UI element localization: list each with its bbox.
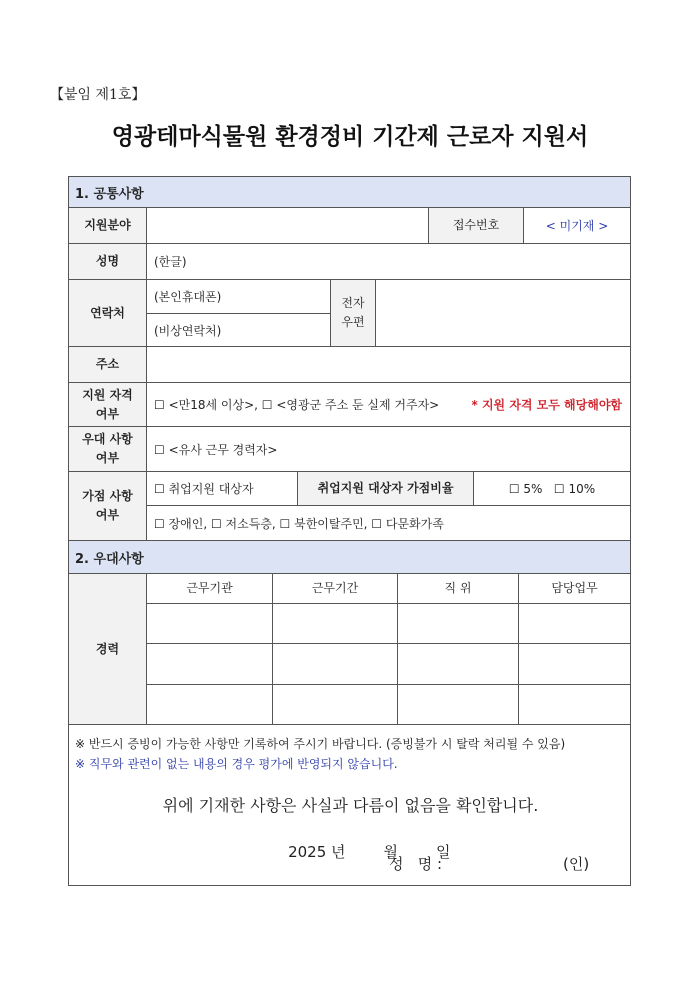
career-cell[interactable]	[272, 603, 398, 644]
career-label: 경력	[68, 573, 147, 725]
qualification-checkboxes[interactable]: ☐ <만18세 이상>, ☐ <영광군 주소 둔 실제 거주자>	[154, 398, 440, 412]
preference-checkbox[interactable]: ☐ <유사 근무 경력자>	[146, 426, 631, 472]
preference-label-line1: 우대 사항	[82, 432, 133, 446]
date-day: 일	[436, 843, 451, 861]
career-cell[interactable]	[397, 643, 519, 685]
bonus-rate-label: 취업지원 대상자 가점비율	[297, 471, 474, 506]
career-cell[interactable]	[146, 643, 273, 685]
address-label: 주소	[68, 346, 147, 383]
career-cell[interactable]	[397, 603, 519, 644]
bonus-label-line2: 여부	[95, 508, 120, 522]
career-cell[interactable]	[518, 684, 631, 725]
career-cell[interactable]	[518, 643, 631, 685]
address-input[interactable]	[146, 346, 631, 383]
date-year: 2025 년	[288, 843, 346, 861]
name-label: 성명	[68, 243, 147, 280]
col-header-duties: 담당업무	[518, 573, 631, 604]
preference-label	[68, 426, 147, 472]
qualification-options[interactable]	[146, 382, 631, 427]
receipt-value: < 미기재 >	[523, 207, 631, 244]
col-header-organization: 근무기관	[146, 573, 273, 604]
name-input[interactable]: (한글)	[146, 243, 631, 280]
qualification-label	[68, 382, 147, 427]
note-evidence: ※ 반드시 증빙이 가능한 사항만 기록하여 주시기 바랍니다. (증빙불가 시 탈락 처리될 수 있음)	[75, 737, 566, 751]
note-relevance: ※ 직무와 관련이 없는 내용의 경우 평가에 반영되지 않습니다.	[75, 757, 398, 771]
qualification-note: * 지원 자격 모두 해당해야함	[471, 398, 622, 412]
receipt-label: 접수번호	[428, 207, 524, 244]
qualification-label-line2: 여부	[95, 406, 120, 421]
employment-support-checkbox[interactable]: ☐ 취업지원 대상자	[146, 471, 298, 506]
career-cell[interactable]	[146, 603, 273, 644]
notes-box	[68, 724, 631, 886]
email-input[interactable]	[375, 279, 631, 347]
section2-header: 2. 우대사항	[68, 540, 631, 574]
career-cell[interactable]	[272, 684, 398, 725]
page-title: 영광테마식물원 환경정비 기간제 근로자 지원서	[111, 124, 589, 150]
qualification-label-line1: 지원 자격	[82, 387, 133, 402]
emergency-input[interactable]: (비상연락처)	[146, 313, 331, 347]
preference-label-line2: 여부	[95, 451, 120, 465]
career-cell[interactable]	[518, 603, 631, 644]
field-input[interactable]	[146, 207, 429, 244]
bonus-label-line1: 가점 사항	[82, 489, 133, 503]
seal-mark: (인)	[563, 855, 590, 873]
bonus-label	[68, 471, 147, 541]
col-header-period: 근무기간	[272, 573, 398, 604]
mobile-input[interactable]: (본인휴대폰)	[146, 279, 331, 314]
signature-label: 성 명 :	[389, 855, 443, 873]
date-month: 월	[383, 843, 399, 861]
career-cell[interactable]	[272, 643, 398, 685]
section1-header: 1. 공통사항	[68, 176, 631, 208]
email-label-line1: 전자	[341, 296, 365, 310]
bonus-category-checkboxes[interactable]: ☐ 장애인, ☐ 저소득층, ☐ 북한이탈주민, ☐ 다문화가족	[146, 505, 631, 541]
bonus-rate-checkboxes[interactable]: ☐ 5% ☐ 10%	[473, 471, 631, 506]
career-cell[interactable]	[397, 684, 519, 725]
career-cell[interactable]	[146, 684, 273, 725]
attachment-label: 【붙임 제1호】	[50, 87, 146, 103]
contact-label: 연락처	[68, 279, 147, 347]
field-label: 지원분야	[68, 207, 147, 244]
col-header-position: 직 위	[397, 573, 519, 604]
email-label	[330, 279, 376, 347]
confirmation-statement: 위에 기재한 사항은 사실과 다름이 없음을 확인합니다.	[162, 796, 539, 815]
email-label-line2: 우편	[341, 315, 365, 329]
